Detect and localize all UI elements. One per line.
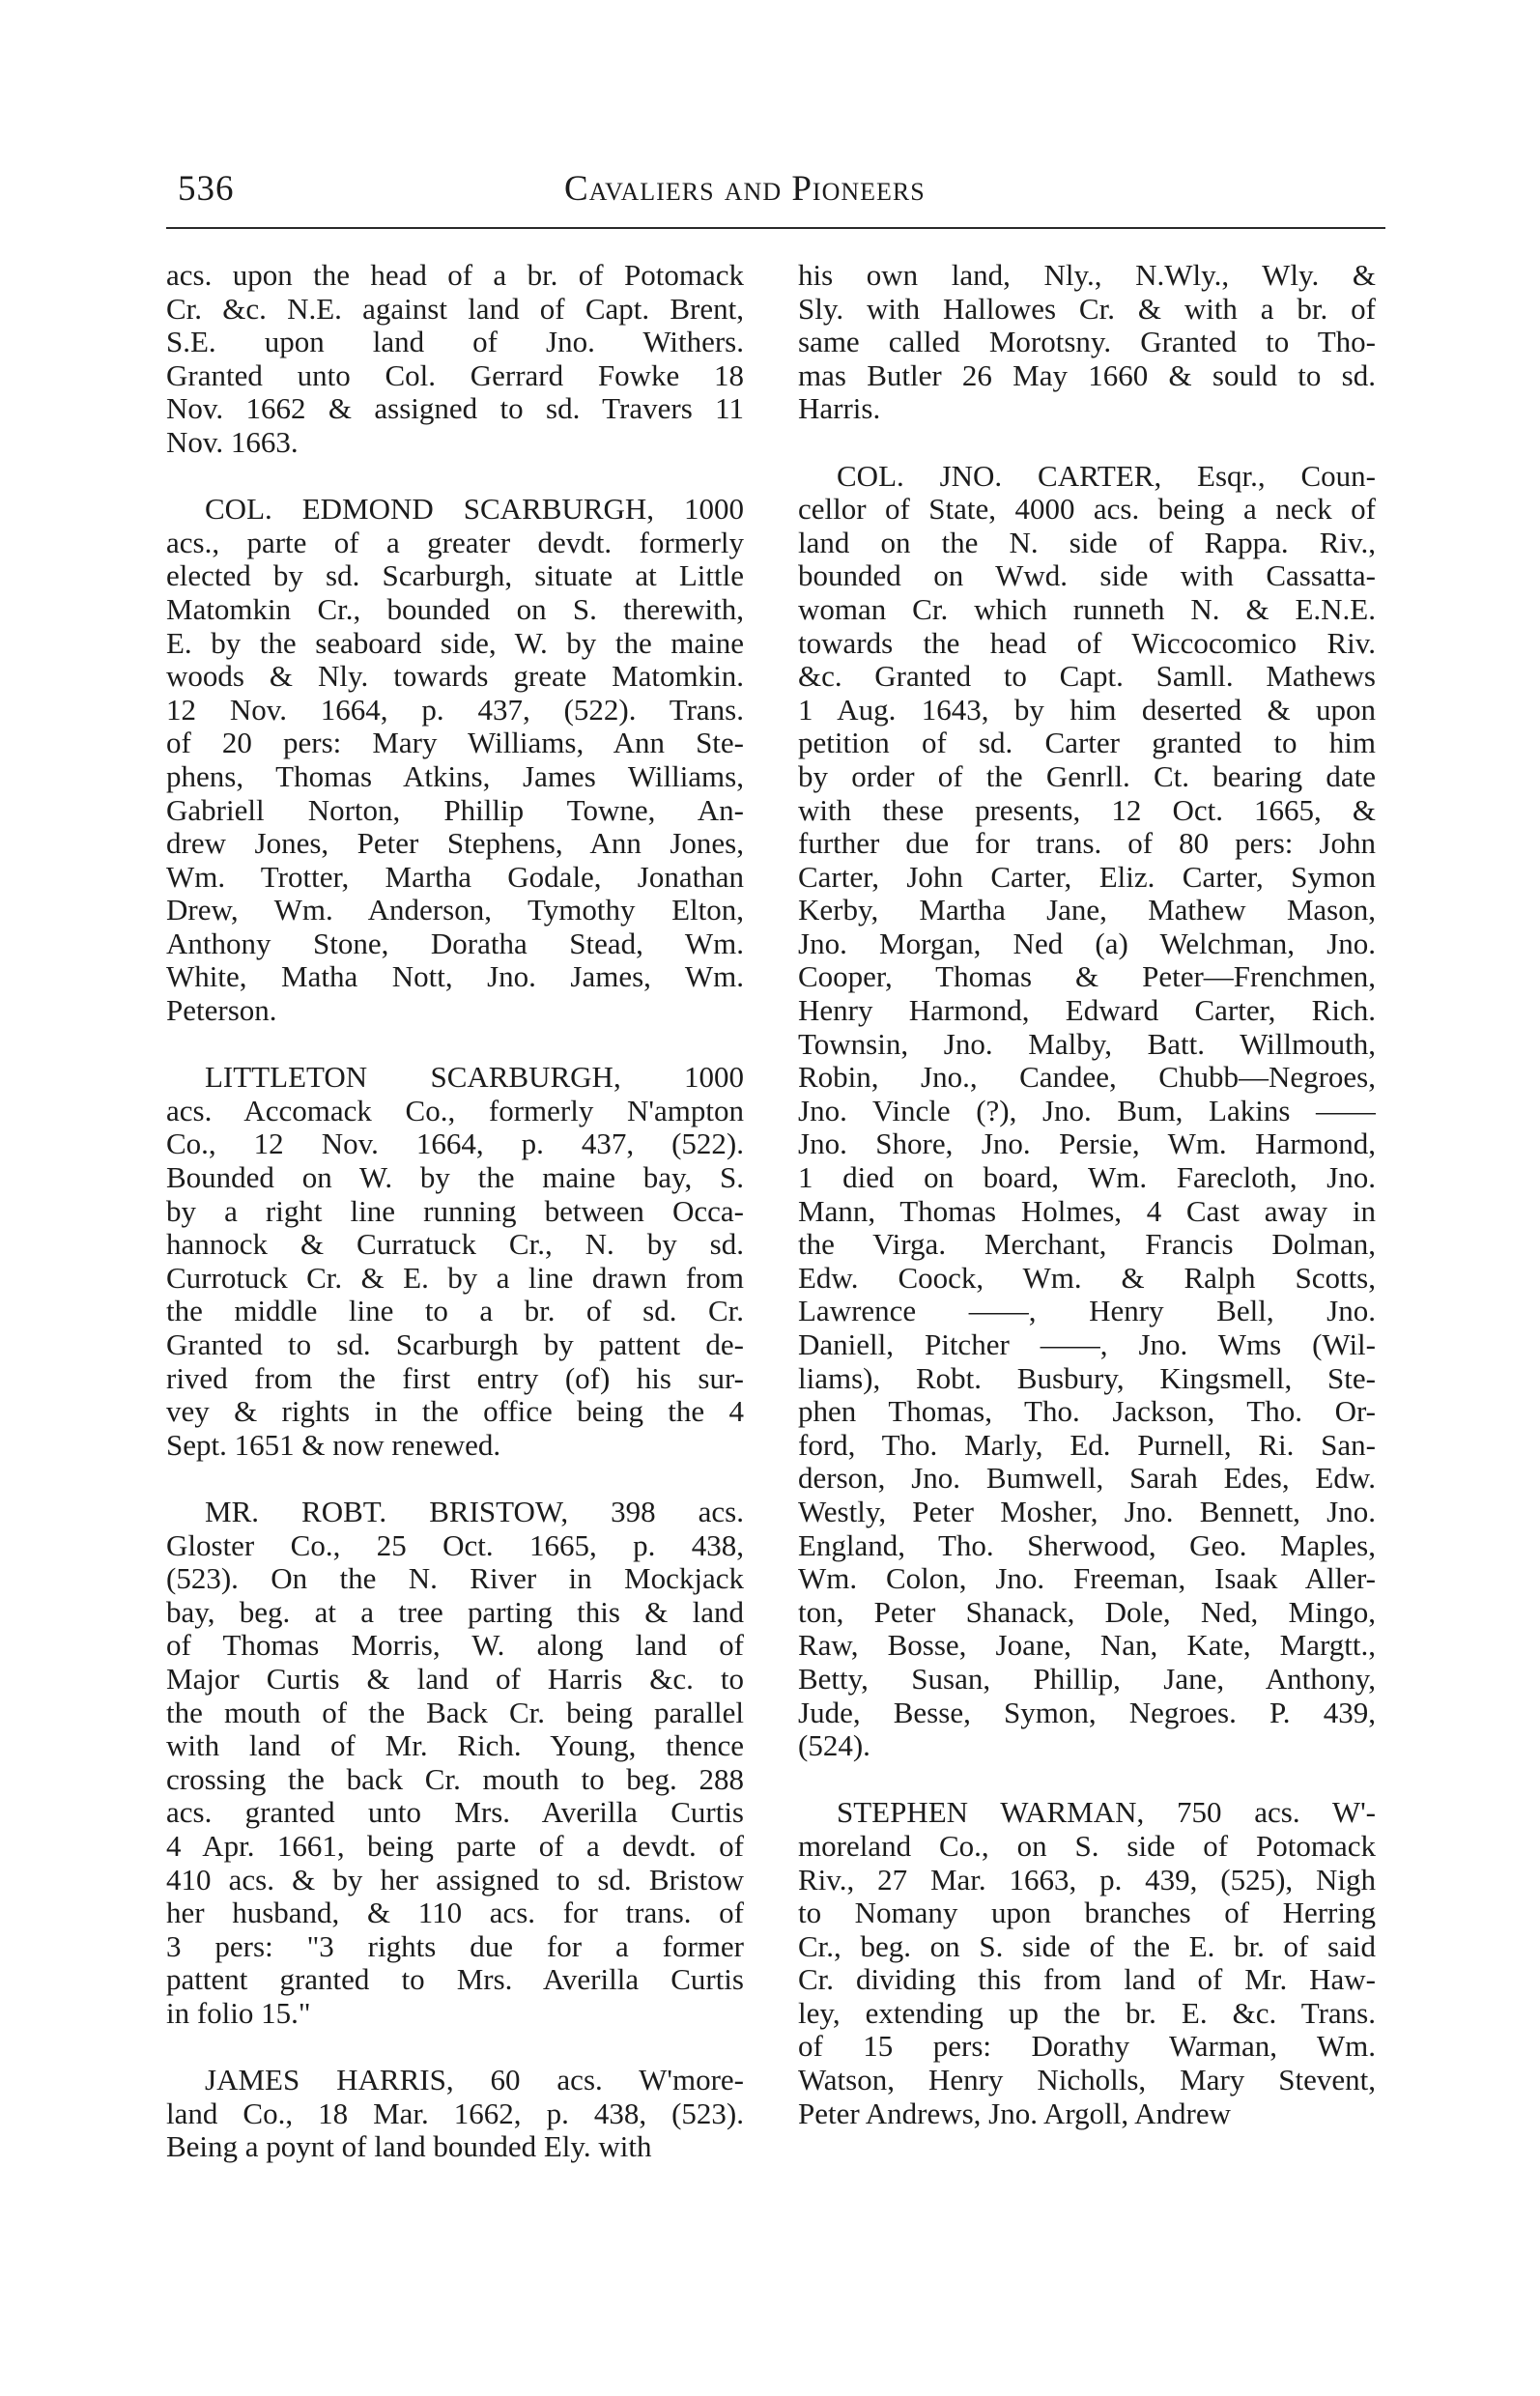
text-line: acs. Accomack Co., formerly N'ampton bbox=[166, 1094, 744, 1127]
text-line: land Co., 18 Mar. 1662, p. 438, (523). bbox=[166, 2096, 744, 2130]
text-line: pattent granted to Mrs. Averilla Curtis bbox=[166, 1963, 744, 1997]
text-line: crossing the back Cr. mouth to beg. 288 bbox=[166, 1762, 744, 1796]
text-line: of 15 pers: Dorathy Warman, Wm. bbox=[798, 2030, 1376, 2064]
text-line: STEPHEN WARMAN, 750 acs. W'- bbox=[837, 1796, 1376, 1830]
text-line: of Thomas Morris, W. along land of bbox=[166, 1629, 744, 1663]
text-line: Watson, Henry Nicholls, Mary Stevent, bbox=[798, 2064, 1376, 2097]
text-line: COL. EDMOND SCARBURGH, 1000 bbox=[205, 493, 744, 527]
text-line: Granted unto Col. Gerrard Fowke 18 bbox=[166, 358, 744, 392]
text-line: Townsin, Jno. Malby, Batt. Willmouth, bbox=[798, 1027, 1376, 1061]
text-line: Mann, Thomas Holmes, 4 Cast away in bbox=[798, 1194, 1376, 1228]
running-head: Cavaliers and Pioneers bbox=[564, 169, 926, 209]
text-line: 410 acs. & by her assigned to sd. Bristow bbox=[166, 1863, 744, 1897]
text-line: cellor of State, 4000 acs. being a neck of bbox=[798, 493, 1376, 527]
text-line: ley, extending up the br. E. &c. Trans. bbox=[798, 1996, 1376, 2030]
text-line: liams), Robt. Busbury, Kingsmell, Ste- bbox=[798, 1361, 1376, 1395]
text-line: Peter Andrews, Jno. Argoll, Andrew bbox=[798, 2096, 1232, 2130]
text-line: Nov. 1663. bbox=[166, 425, 299, 459]
text-line: Raw, Bosse, Joane, Nan, Kate, Margtt., bbox=[798, 1629, 1376, 1663]
right-column bbox=[798, 259, 1376, 2164]
text-line: land on the N. side of Rappa. Riv., bbox=[798, 526, 1376, 559]
text-line: Sly. with Hallowes Cr. & with a br. of bbox=[798, 292, 1376, 326]
text-line: bay, beg. at a tree parting this & land bbox=[166, 1595, 744, 1629]
text-line: acs., parte of a greater devdt. formerly bbox=[166, 526, 744, 559]
text-line: by order of the Genrll. Ct. bearing date bbox=[798, 759, 1376, 793]
text-line: phen Thomas, Tho. Jackson, Tho. Or- bbox=[798, 1395, 1376, 1429]
text-line: derson, Jno. Bumwell, Sarah Edes, Edw. bbox=[798, 1462, 1376, 1496]
text-line: Cr., beg. on S. side of the E. br. of said bbox=[798, 1929, 1376, 1963]
text-line: Henry Harmond, Edward Carter, Rich. bbox=[798, 994, 1376, 1028]
text-line: Sept. 1651 & now renewed. bbox=[166, 1428, 501, 1462]
text-line: woods & Nly. towards greate Matomkin. bbox=[166, 660, 744, 694]
text-line: Edw. Coock, Wm. & Ralph Scotts, bbox=[798, 1261, 1376, 1295]
text-line: rived from the first entry (of) his sur- bbox=[166, 1361, 744, 1395]
text-line: Harris. bbox=[798, 392, 881, 426]
text-line: hannock & Curratuck Cr., N. by sd. bbox=[166, 1228, 744, 1262]
text-line: LITTLETON SCARBURGH, 1000 bbox=[205, 1061, 744, 1095]
text-line: acs. granted unto Mrs. Averilla Curtis bbox=[166, 1796, 744, 1830]
text-line: Jude, Besse, Symon, Negroes. P. 439, bbox=[798, 1696, 1376, 1729]
header-rule bbox=[166, 227, 1385, 229]
text-line: with land of Mr. Rich. Young, thence bbox=[166, 1729, 744, 1763]
text-line: Cr. &c. N.E. against land of Capt. Brent, bbox=[166, 292, 744, 326]
text-line: JAMES HARRIS, 60 acs. W'more- bbox=[205, 2064, 744, 2097]
text-line: Jno. Shore, Jno. Persie, Wm. Harmond, bbox=[798, 1127, 1376, 1161]
text-line: England, Tho. Sherwood, Geo. Maples, bbox=[798, 1528, 1376, 1562]
entry-paragraph bbox=[166, 259, 744, 460]
text-line: Drew, Wm. Anderson, Tymothy Elton, bbox=[166, 894, 744, 927]
text-line: towards the head of Wiccocomico Riv. bbox=[798, 626, 1376, 660]
text-line: 4 Apr. 1661, being parte of a devdt. of bbox=[166, 1829, 744, 1863]
text-line: Currotuck Cr. & E. by a line drawn from bbox=[166, 1261, 744, 1295]
text-line: of 20 pers: Mary Williams, Ann Ste- bbox=[166, 727, 744, 760]
text-line: acs. upon the head of a br. of Potomack bbox=[166, 259, 744, 292]
text-line: woman Cr. which runneth N. & E.N.E. bbox=[798, 592, 1376, 626]
text-line: vey & rights in the office being the 4 bbox=[166, 1395, 744, 1429]
text-line: 1 Aug. 1643, by him deserted & upon bbox=[798, 693, 1376, 727]
entry-paragraph bbox=[798, 259, 1376, 426]
text-line: Nov. 1662 & assigned to sd. Travers 11 bbox=[166, 392, 744, 426]
text-line: 12 Nov. 1664, p. 437, (522). Trans. bbox=[166, 693, 744, 727]
text-line: White, Matha Nott, Jno. James, Wm. bbox=[166, 960, 744, 994]
entry-paragraph bbox=[166, 493, 744, 1028]
entry-paragraph bbox=[166, 1496, 744, 2031]
text-line: E. by the seaboard side, W. by the maine bbox=[166, 626, 744, 660]
text-line: Gloster Co., 25 Oct. 1665, p. 438, bbox=[166, 1528, 744, 1562]
text-line: further due for trans. of 80 pers: John bbox=[798, 827, 1376, 861]
text-line: Riv., 27 Mar. 1663, p. 439, (525), Nigh bbox=[798, 1863, 1376, 1897]
text-line: petition of sd. Carter granted to him bbox=[798, 727, 1376, 760]
text-line: Daniell, Pitcher ——, Jno. Wms (Wil- bbox=[798, 1328, 1376, 1361]
entry-paragraph bbox=[798, 460, 1376, 1763]
text-line: Cr. dividing this from land of Mr. Haw- bbox=[798, 1963, 1376, 1997]
text-line: in folio 15." bbox=[166, 1996, 311, 2030]
text-line: Betty, Susan, Phillip, Jane, Anthony, bbox=[798, 1662, 1376, 1696]
text-line: same called Morotsny. Granted to Tho- bbox=[798, 326, 1376, 359]
text-line: Anthony Stone, Doratha Stead, Wm. bbox=[166, 927, 744, 960]
text-line: moreland Co., on S. side of Potomack bbox=[798, 1829, 1376, 1863]
text-line: Matomkin Cr., bounded on S. therewith, bbox=[166, 592, 744, 626]
page-number: 536 bbox=[178, 169, 235, 209]
text-line: &c. Granted to Capt. Samll. Mathews bbox=[798, 660, 1376, 694]
entry-paragraph bbox=[166, 2064, 744, 2164]
text-line: Kerby, Martha Jane, Mathew Mason, bbox=[798, 894, 1376, 927]
text-line: Being a poynt of land bounded Ely. with bbox=[166, 2130, 652, 2164]
text-line: elected by sd. Scarburgh, situate at Little bbox=[166, 559, 744, 593]
text-line: to Nomany upon branches of Herring bbox=[798, 1897, 1376, 1930]
text-line: Gabriell Norton, Phillip Towne, An- bbox=[166, 793, 744, 827]
text-line: by a right line running between Occa- bbox=[166, 1194, 744, 1228]
text-line: mas Butler 26 May 1660 & sould to sd. bbox=[798, 358, 1376, 392]
text-line: Wm. Trotter, Martha Godale, Jonathan bbox=[166, 860, 744, 894]
text-line: Jno. Morgan, Ned (a) Welchman, Jno. bbox=[798, 927, 1376, 960]
text-line: Cooper, Thomas & Peter—Frenchmen, bbox=[798, 960, 1376, 994]
text-line: Wm. Colon, Jno. Freeman, Isaak Aller- bbox=[798, 1562, 1376, 1596]
text-line: phens, Thomas Atkins, James Williams, bbox=[166, 759, 744, 793]
text-line: the Virga. Merchant, Francis Dolman, bbox=[798, 1228, 1376, 1262]
text-line: drew Jones, Peter Stephens, Ann Jones, bbox=[166, 827, 744, 861]
text-line: Major Curtis & land of Harris &c. to bbox=[166, 1662, 744, 1696]
text-line: S.E. upon land of Jno. Withers. bbox=[166, 326, 744, 359]
text-line: MR. ROBT. BRISTOW, 398 acs. bbox=[205, 1495, 744, 1528]
text-line: Robin, Jno., Candee, Chubb—Negroes, bbox=[798, 1061, 1376, 1095]
entry-paragraph bbox=[798, 1796, 1376, 2130]
text-line: Co., 12 Nov. 1664, p. 437, (522). bbox=[166, 1127, 744, 1161]
text-line: with these presents, 12 Oct. 1665, & bbox=[798, 793, 1376, 827]
entry-paragraph bbox=[166, 1061, 744, 1462]
text-line: Carter, John Carter, Eliz. Carter, Symon bbox=[798, 860, 1376, 894]
text-line: Granted to sd. Scarburgh by pattent de- bbox=[166, 1328, 744, 1361]
text-line: his own land, Nly., N.Wly., Wly. & bbox=[798, 259, 1376, 292]
text-line: COL. JNO. CARTER, Esqr., Coun- bbox=[837, 459, 1376, 493]
text-line: Jno. Vincle (?), Jno. Bum, Lakins —— bbox=[798, 1094, 1376, 1127]
left-column bbox=[166, 259, 744, 2197]
text-line: 3 pers: "3 rights due for a former bbox=[166, 1929, 744, 1963]
text-line: the middle line to a br. of sd. Cr. bbox=[166, 1295, 744, 1328]
text-line: ford, Tho. Marly, Ed. Purnell, Ri. San- bbox=[798, 1428, 1376, 1462]
text-line: ton, Peter Shanack, Dole, Ned, Mingo, bbox=[798, 1595, 1376, 1629]
text-line: Lawrence ——, Henry Bell, Jno. bbox=[798, 1295, 1376, 1328]
text-line: Bounded on W. by the maine bay, S. bbox=[166, 1161, 744, 1195]
text-line: bounded on Wwd. side with Cassatta- bbox=[798, 559, 1376, 593]
text-line: (523). On the N. River in Mockjack bbox=[166, 1562, 744, 1596]
text-line: 1 died on board, Wm. Farecloth, Jno. bbox=[798, 1161, 1376, 1195]
text-line: the mouth of the Back Cr. being parallel bbox=[166, 1696, 744, 1729]
text-line: Westly, Peter Mosher, Jno. Bennett, Jno. bbox=[798, 1495, 1376, 1528]
text-line: (524). bbox=[798, 1729, 870, 1763]
text-line: her husband, & 110 acs. for trans. of bbox=[166, 1897, 744, 1930]
text-line: Peterson. bbox=[166, 994, 277, 1028]
